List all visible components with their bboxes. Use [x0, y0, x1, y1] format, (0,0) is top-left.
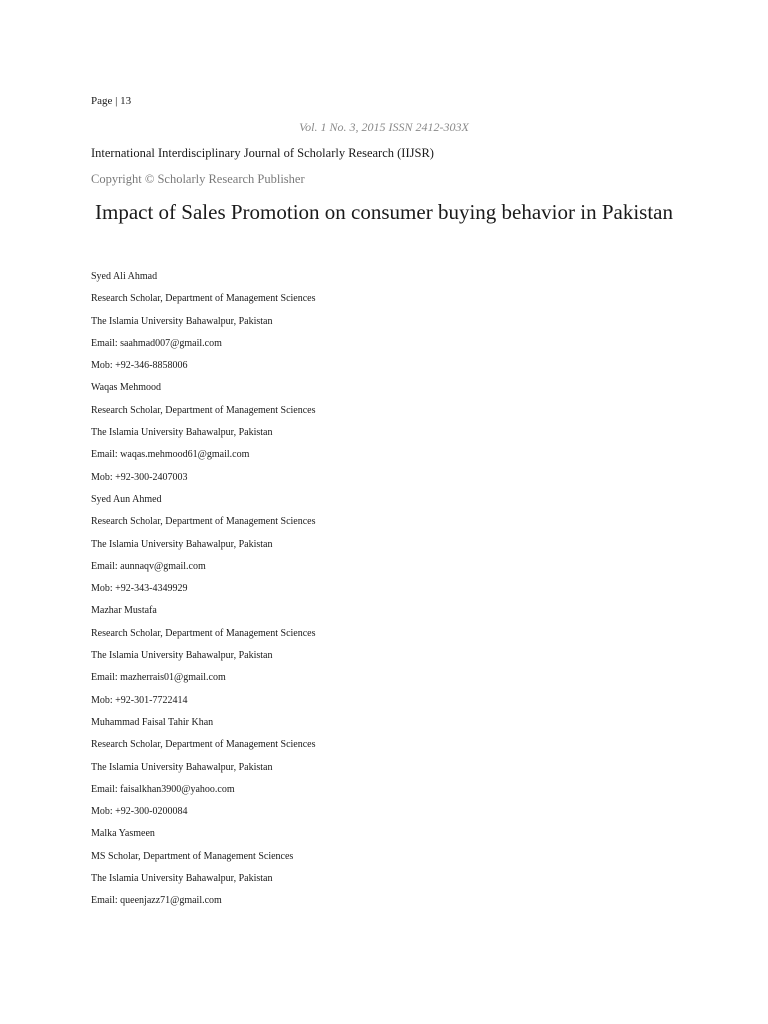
journal-name: International Interdisciplinary Journal of Scholarly Research (IIJSR) — [91, 146, 434, 160]
author-affiliation: Research Scholar, Department of Management Sciences — [91, 739, 316, 751]
author-email: Email: faisalkhan3900@yahoo.com — [91, 783, 235, 795]
author-name: Mazhar Mustafa — [91, 605, 157, 617]
author-affiliation: Research Scholar, Department of Management Sciences — [91, 293, 316, 305]
volume-issn-line: Vol. 1 No. 3, 2015 ISSN 2412-303X — [299, 120, 469, 134]
author-list — [91, 266, 691, 913]
author-email: Email: aunnaqv@gmail.com — [91, 560, 206, 572]
author-university: The Islamia University Bahawalpur, Pakistan — [91, 761, 273, 773]
author-name: Syed Aun Ahmed — [91, 493, 162, 505]
author-affiliation: MS Scholar, Department of Management Sciences — [91, 850, 294, 862]
author-mobile: Mob: +92-300-2407003 — [91, 471, 188, 483]
author-university: The Islamia University Bahawalpur, Pakistan — [91, 315, 273, 327]
author-mobile: Mob: +92-343-4349929 — [91, 583, 188, 595]
author-email: Email: waqas.mehmood61@gmail.com — [91, 449, 250, 461]
copyright-line: Copyright © Scholarly Research Publisher — [91, 172, 305, 186]
author-email: Email: mazherrais01@gmail.com — [91, 672, 226, 684]
author-email: Email: queenjazz71@gmail.com — [91, 895, 222, 907]
author-affiliation: Research Scholar, Department of Management Sciences — [91, 404, 316, 416]
author-name: Syed Ali Ahmad — [91, 271, 158, 282]
author-name: Muhammad Faisal Tahir Khan — [91, 716, 214, 728]
author-university: The Islamia University Bahawalpur, Pakistan — [91, 427, 273, 439]
author-affiliation: Research Scholar, Department of Management Sciences — [91, 627, 316, 639]
page-number: Page | 13 — [91, 95, 132, 107]
author-affiliation: Research Scholar, Department of Management Sciences — [91, 516, 316, 528]
author-mobile: Mob: +92-301-7722414 — [91, 694, 188, 706]
author-email: Email: saahmad007@gmail.com — [91, 337, 222, 349]
author-name: Malka Yasmeen — [91, 828, 155, 840]
author-mobile: Mob: +92-300-0200084 — [91, 806, 188, 818]
author-university: The Islamia University Bahawalpur, Pakistan — [91, 538, 273, 550]
author-name: Waqas Mehmood — [91, 382, 162, 394]
author-university: The Islamia University Bahawalpur, Pakistan — [91, 650, 273, 662]
author-university: The Islamia University Bahawalpur, Pakistan — [91, 873, 273, 885]
paper-title: Impact of Sales Promotion on consumer buying behavior in Pakistan — [95, 200, 673, 224]
author-mobile: Mob: +92-346-8858006 — [91, 360, 188, 372]
